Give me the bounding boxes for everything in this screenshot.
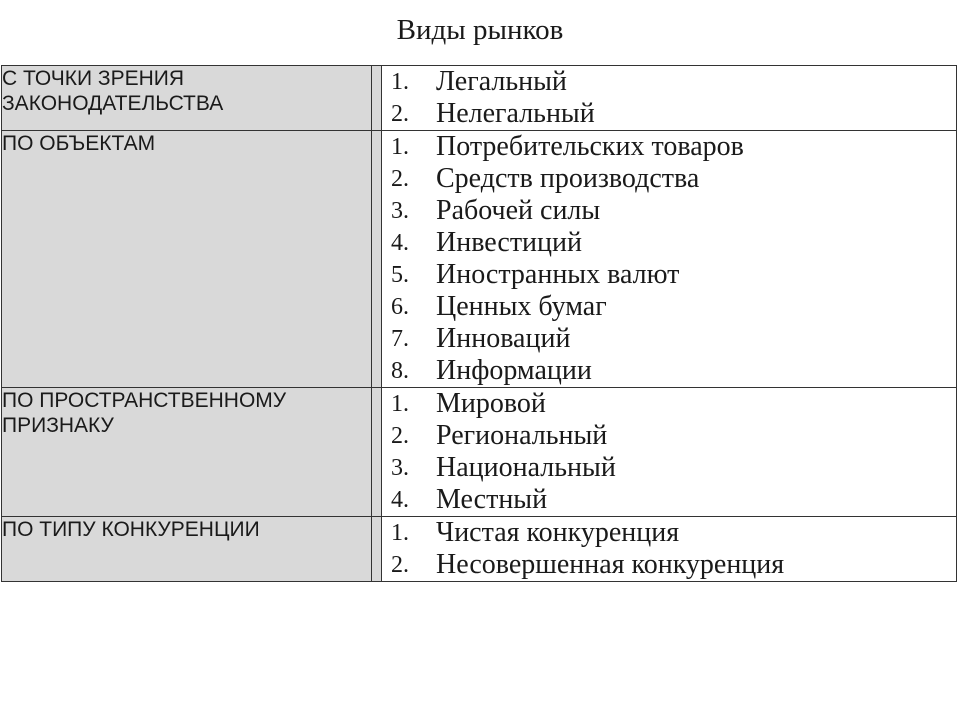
category-label: ПО ОБЪЕКТАМ (2, 132, 156, 155)
category-cell (2, 131, 372, 388)
list-item (382, 66, 956, 98)
items-cell (382, 517, 957, 582)
list-item (382, 131, 956, 163)
items-list (382, 66, 956, 130)
list-item (382, 355, 956, 387)
list-item (382, 98, 956, 130)
item-text: Чистая конкуренция (436, 517, 680, 548)
item-number: 2. (391, 552, 409, 578)
item-number: 1. (391, 391, 409, 417)
item-number: 8. (391, 358, 409, 384)
list-item (382, 195, 956, 227)
category-label: С ТОЧКИ ЗРЕНИЯ (2, 67, 185, 90)
list-item (382, 163, 956, 195)
item-text: Нелегальный (436, 98, 595, 129)
separator-cell (372, 388, 382, 517)
table-row (2, 66, 957, 131)
category-label: ПО ПРОСТРАНСТВЕННОМУ (2, 389, 287, 412)
list-item (382, 259, 956, 291)
items-list (382, 388, 956, 516)
item-text: Несовершенная конкуренция (436, 549, 785, 580)
item-number: 7. (391, 326, 409, 352)
list-item (382, 484, 956, 516)
item-number: 6. (391, 294, 409, 320)
list-item (382, 323, 956, 355)
item-number: 1. (391, 69, 409, 95)
item-text: Средств производства (436, 163, 700, 194)
list-item (382, 388, 956, 420)
list-item (382, 420, 956, 452)
item-number: 3. (391, 198, 409, 224)
item-text: Иностранных валют (436, 259, 680, 290)
table-row (2, 131, 957, 388)
page-title: Виды рынков (396, 14, 564, 46)
list-item (382, 291, 956, 323)
items-list (382, 131, 956, 387)
list-item (382, 549, 956, 581)
table-row (2, 517, 957, 582)
item-number: 5. (391, 262, 409, 288)
item-text: Инвестиций (436, 227, 582, 258)
category-cell (2, 66, 372, 131)
items-cell (382, 388, 957, 517)
item-text: Информации (436, 355, 592, 386)
item-number: 2. (391, 423, 409, 449)
item-text: Мировой (436, 388, 546, 419)
item-number: 4. (391, 487, 409, 513)
item-text: Легальный (436, 66, 567, 97)
item-text: Рабочей силы (436, 195, 601, 226)
separator-cell (372, 66, 382, 131)
item-number: 2. (391, 166, 409, 192)
category-label: ПО ТИПУ КОНКУРЕНЦИИ (2, 518, 260, 541)
items-list (382, 517, 956, 581)
item-text: Потребительских товаров (436, 131, 744, 162)
separator-cell (372, 517, 382, 582)
market-types-table (1, 65, 957, 582)
category-cell (2, 388, 372, 517)
list-item (382, 452, 956, 484)
category-label: ПРИЗНАКУ (2, 414, 114, 437)
list-item (382, 227, 956, 259)
category-label: ЗАКОНОДАТЕЛЬСТВА (2, 92, 224, 115)
item-number: 4. (391, 230, 409, 256)
list-item (382, 517, 956, 549)
item-text: Инноваций (436, 323, 571, 354)
items-cell (382, 66, 957, 131)
item-text: Региональный (436, 420, 608, 451)
item-number: 3. (391, 455, 409, 481)
item-number: 1. (391, 134, 409, 160)
table-row (2, 388, 957, 517)
item-number: 2. (391, 101, 409, 127)
category-cell (2, 517, 372, 582)
separator-cell (372, 131, 382, 388)
item-text: Национальный (436, 452, 616, 483)
items-cell (382, 131, 957, 388)
item-text: Местный (436, 484, 548, 515)
item-number: 1. (391, 520, 409, 546)
item-text: Ценных бумаг (436, 291, 607, 322)
